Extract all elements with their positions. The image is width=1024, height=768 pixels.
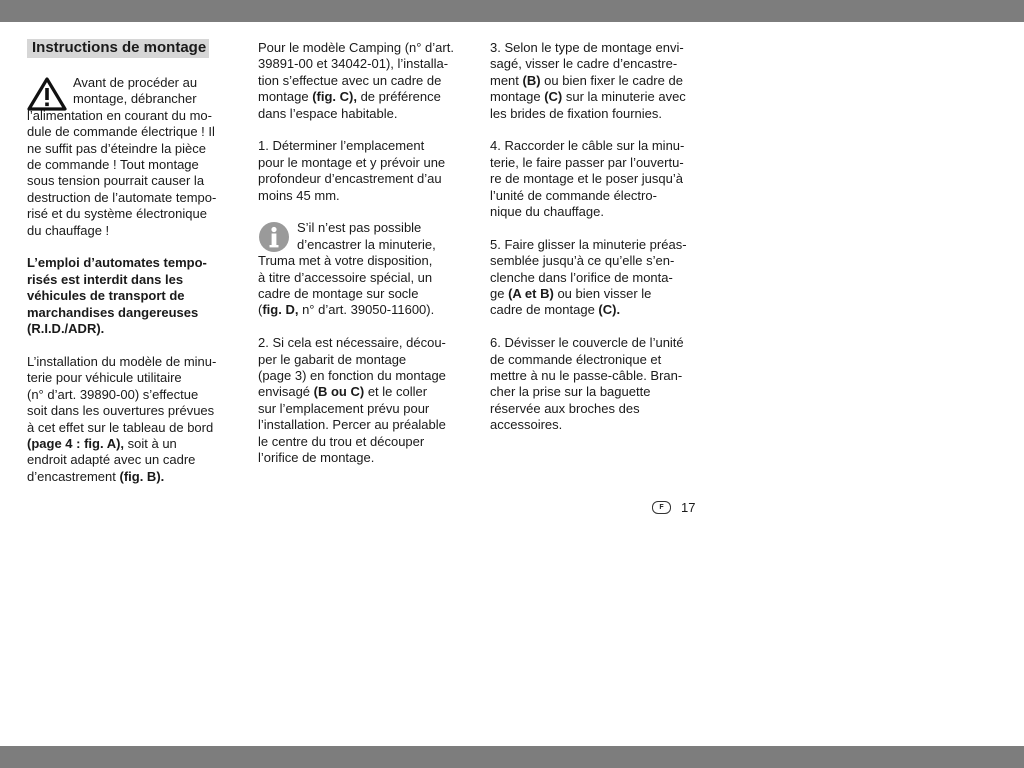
text-line: cadre de montage bbox=[490, 302, 599, 318]
text-line: l’unité de commande électro- bbox=[490, 187, 657, 203]
text-line: 4. Raccorder le câble sur la minu- bbox=[490, 138, 685, 154]
step-1 bbox=[258, 138, 468, 204]
warning-line-10: du chauffage ! bbox=[27, 222, 110, 238]
text-line: terie, le faire passer par l’ouvertu- bbox=[490, 154, 684, 170]
text-line: et le coller bbox=[364, 384, 428, 400]
info-paragraph bbox=[258, 220, 468, 318]
text-line: 39891-00 et 34042-01), l’installa- bbox=[258, 56, 449, 72]
text-line: sur l’emplacement prévu pour bbox=[258, 400, 430, 416]
text-line: l’installation. Percer au préalable bbox=[258, 417, 446, 433]
text-line: cher la prise sur la baguette bbox=[490, 384, 651, 400]
bold-line-3: véhicules de transport de bbox=[27, 288, 185, 304]
text-line: ( bbox=[258, 302, 263, 318]
step-4 bbox=[490, 138, 700, 220]
text-line: S’il n’est pas possible bbox=[297, 220, 422, 236]
figure-reference: (fig. C), bbox=[312, 89, 357, 105]
text-line: soit à un bbox=[124, 435, 177, 451]
warning-line-3: l’alimentation en courant du mo- bbox=[27, 107, 212, 123]
text-line: clenche dans l’orifice de monta- bbox=[490, 269, 673, 285]
page-title: Instructions de montage bbox=[27, 39, 209, 58]
text-line: 6. Dévisser le couvercle de l’unité bbox=[490, 335, 684, 351]
figure-reference: (fig. B). bbox=[119, 468, 165, 484]
text-line: 1. Déterminer l’emplacement bbox=[258, 138, 425, 154]
figure-reference: fig. D, bbox=[262, 302, 299, 318]
bold-line-2: risés est interdit dans les bbox=[27, 271, 184, 287]
text-line: montage bbox=[258, 89, 313, 105]
text-line: accessoires. bbox=[490, 417, 563, 433]
text-line: envisagé bbox=[258, 384, 314, 400]
page-footer bbox=[652, 500, 695, 515]
utility-installation-paragraph bbox=[27, 354, 237, 485]
text-line: 5. Faire glisser la minuterie préas- bbox=[490, 236, 687, 252]
figure-reference: (C). bbox=[598, 302, 621, 318]
text-line: dans l’espace habitable. bbox=[258, 105, 398, 121]
text-line: sagé, visser le cadre d’encastre- bbox=[490, 56, 678, 72]
text-line: sur la minuterie avec bbox=[562, 89, 686, 105]
text-line: pour le montage et y prévoir une bbox=[258, 154, 446, 170]
column-2 bbox=[258, 40, 468, 483]
text-line: moins 45 mm. bbox=[258, 187, 340, 203]
text-line: n° d’art. 39050-11600). bbox=[298, 302, 435, 318]
step-6 bbox=[490, 335, 700, 433]
text-line: réservée aux broches des bbox=[490, 400, 640, 416]
text-line: soit dans les ouvertures prévues bbox=[27, 403, 215, 419]
text-line: re de montage et le poser jusqu’à bbox=[490, 171, 683, 187]
warning-line-4: dule de commande électrique ! Il bbox=[27, 124, 215, 140]
text-line: 2. Si cela est nécessaire, décou- bbox=[258, 335, 446, 351]
text-line: 3. Selon le type de montage envi- bbox=[490, 40, 684, 55]
text-line: mettre à nu le passe-câble. Bran- bbox=[490, 368, 683, 384]
figure-reference: (page 4 : fig. A), bbox=[27, 435, 125, 451]
top-bar bbox=[0, 0, 1024, 22]
warning-paragraph bbox=[27, 75, 237, 239]
text-line: tion s’effectue avec un cadre de bbox=[258, 72, 442, 88]
text-line: (page 3) en fonction du montage bbox=[258, 368, 446, 384]
adr-prohibition bbox=[27, 255, 237, 337]
bold-line-1: L’emploi d’automates tempo- bbox=[27, 255, 207, 271]
text-line: l’orifice de montage. bbox=[258, 450, 375, 466]
figure-reference: (C) bbox=[544, 89, 563, 105]
step-3 bbox=[490, 40, 700, 122]
warning-line-8: destruction de l’automate tempo- bbox=[27, 189, 217, 205]
warning-line-9: risé et du système électronique bbox=[27, 206, 207, 222]
text-line: nique du chauffage. bbox=[490, 204, 604, 220]
language-badge: F bbox=[652, 501, 671, 514]
text-line: Pour le modèle Camping (n° d’art. bbox=[258, 40, 454, 55]
text-line: ou bien visser le bbox=[553, 286, 652, 302]
text-line: de commande électronique et bbox=[490, 351, 662, 367]
text-line: profondeur d’encastrement d’au bbox=[258, 171, 442, 187]
text-line: de préférence bbox=[356, 89, 441, 105]
warning-triangle-icon bbox=[27, 77, 67, 111]
bold-line-4: marchandises dangereuses bbox=[27, 304, 199, 320]
text-line: Truma met à votre disposition, bbox=[258, 253, 433, 269]
page-number: 17 bbox=[681, 500, 696, 515]
figure-reference: (B ou C) bbox=[313, 384, 365, 400]
text-line: ment bbox=[490, 72, 523, 88]
text-line: (n° d’art. 39890-00) s’effectue bbox=[27, 386, 199, 402]
warning-line-5: ne suffit pas d’éteindre la pièce bbox=[27, 140, 206, 156]
text-line: endroit adapté avec un cadre bbox=[27, 452, 196, 468]
text-line: L’installation du modèle de minu- bbox=[27, 353, 217, 369]
text-line: le centre du trou et découper bbox=[258, 433, 425, 449]
text-line: à cet effet sur le tableau de bord bbox=[27, 419, 214, 435]
step-5 bbox=[490, 237, 700, 319]
camping-model-paragraph bbox=[258, 40, 468, 122]
column-3 bbox=[490, 40, 700, 450]
step-2 bbox=[258, 335, 468, 466]
text-line: per le gabarit de montage bbox=[258, 351, 407, 367]
warning-line-2: montage, débrancher bbox=[73, 91, 197, 107]
bottom-bar bbox=[0, 746, 1024, 768]
column-1 bbox=[27, 40, 237, 502]
figure-reference: (A et B) bbox=[508, 286, 554, 302]
bold-line-5: (R.I.D./ADR). bbox=[27, 321, 105, 337]
figure-reference: (B) bbox=[522, 72, 541, 88]
text-line: les brides de fixation fournies. bbox=[490, 105, 662, 121]
text-line: à titre d’accessoire spécial, un bbox=[258, 269, 433, 285]
text-line: cadre de montage sur socle bbox=[258, 286, 419, 302]
text-line: d’encastrer la minuterie, bbox=[297, 236, 436, 252]
warning-line-1: Avant de procéder au bbox=[73, 75, 198, 90]
text-line: semblée jusqu’à ce qu’elle s’en- bbox=[490, 253, 675, 269]
text-line: ou bien fixer le cadre de bbox=[540, 72, 683, 88]
text-line: d’encastrement bbox=[27, 468, 120, 484]
text-line: ge bbox=[490, 286, 509, 302]
text-line: montage bbox=[490, 89, 545, 105]
info-circle-icon bbox=[258, 221, 290, 253]
warning-line-7: sous tension pourrait causer la bbox=[27, 173, 205, 189]
warning-line-6: de commande ! Tout montage bbox=[27, 157, 199, 173]
text-line: terie pour véhicule utilitaire bbox=[27, 370, 182, 386]
